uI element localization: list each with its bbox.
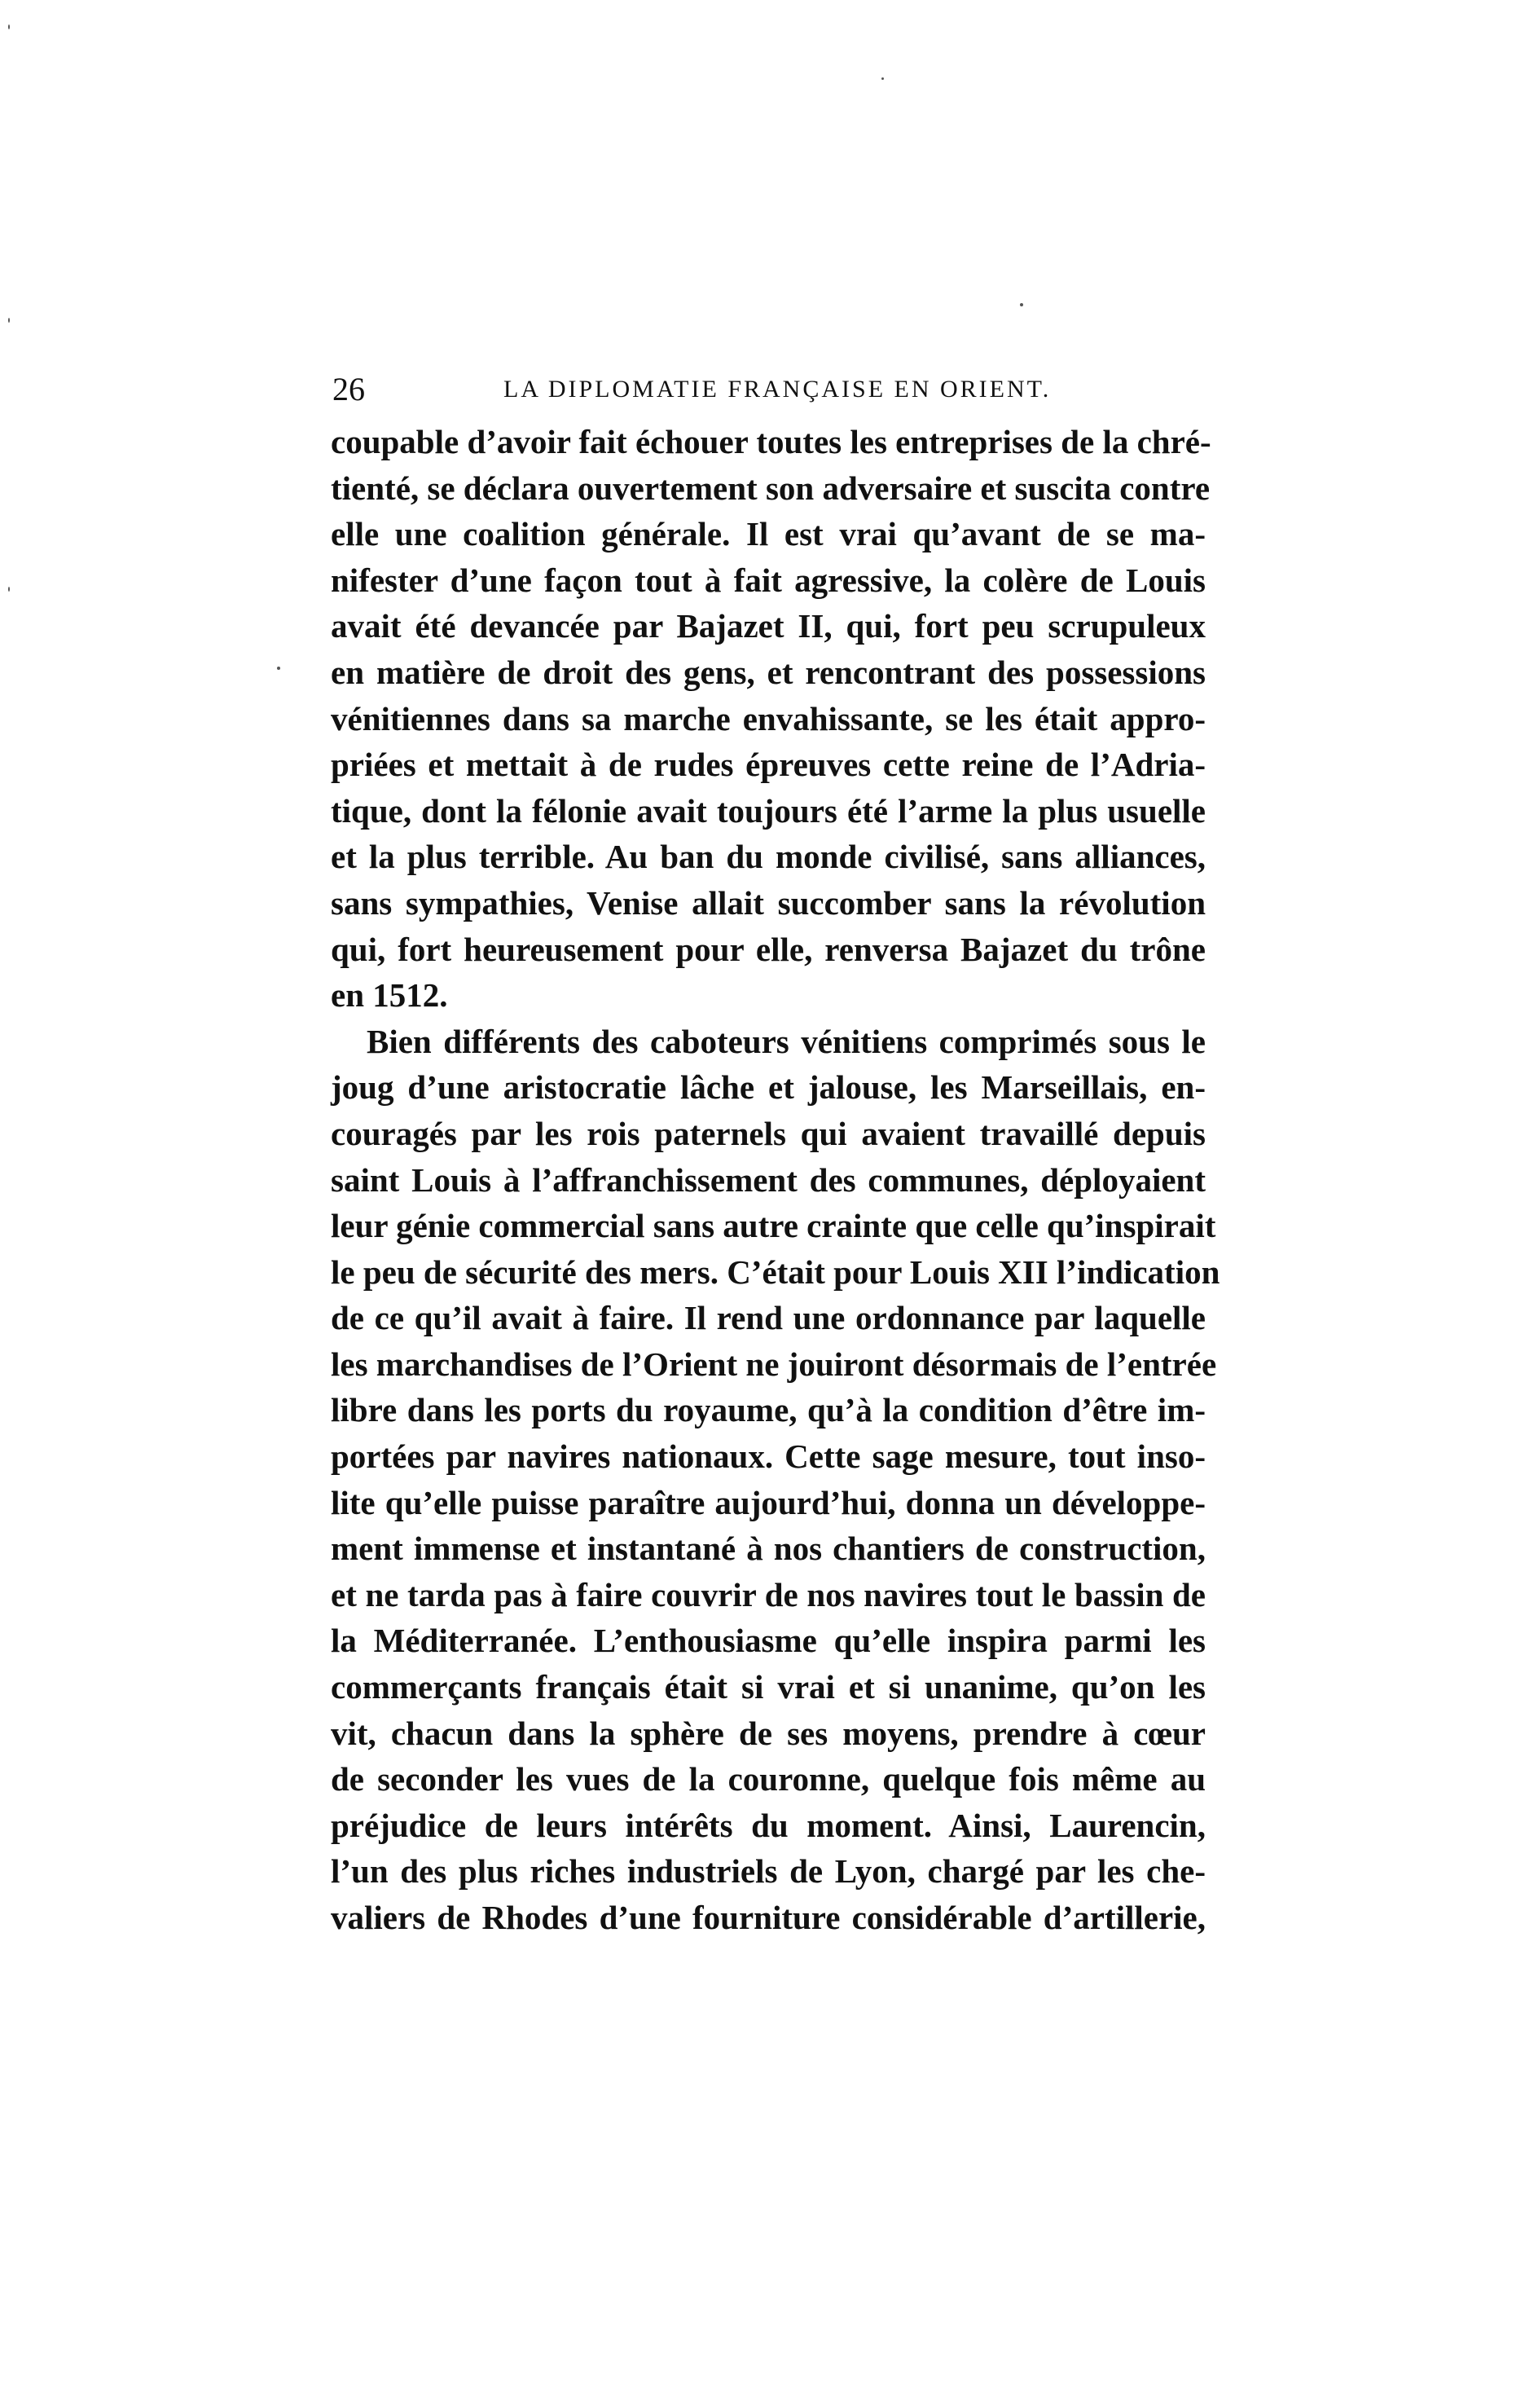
- text-line: lite qu’elle puisse paraître aujourd’hui, donna un développe-: [331, 1483, 1206, 1521]
- text-line: elle une coalition générale. Il est vrai qu’avant de se ma-: [331, 515, 1206, 553]
- text-line: le peu de sécurité des mers. C’était pour Louis XII l’indication: [331, 1252, 1220, 1291]
- text-line: ment immense et instantané à nos chantiers de construction,: [331, 1530, 1206, 1568]
- paper-speck: [8, 318, 10, 323]
- paper-speck: [8, 587, 10, 592]
- text-line: saint Louis à l’affranchissement des communes, déployaient: [331, 1160, 1206, 1199]
- text-line: joug d’une aristocratie lâche et jalouse, les Marseillais, en-: [331, 1068, 1206, 1107]
- running-head: [332, 368, 1206, 411]
- text-line: nifester d’une façon tout à fait agressive, la colère de Louis: [331, 561, 1206, 599]
- text-line: coupable d’avoir fait échouer toutes les entreprises de la chré-: [331, 423, 1211, 460]
- text-line: en matière de droit des gens, et rencontrant des possessions: [331, 653, 1206, 691]
- page-number: 26: [332, 371, 365, 407]
- body-text: [331, 419, 1220, 1941]
- paper-speck: [881, 77, 884, 80]
- paragraph-2: [331, 1019, 1220, 1941]
- text-line: sans sympathies, Venise allait succomber sans la révolution: [331, 883, 1206, 922]
- text-line: couragés par les rois paternels qui avaient travaillé depuis: [331, 1114, 1206, 1152]
- paper-speck: [277, 667, 280, 670]
- text-line: l’un des plus riches industriels de Lyon, chargé par les che-: [331, 1852, 1206, 1891]
- text-line: commerçants français était si vrai et si unanime, qu’on les: [331, 1668, 1206, 1706]
- paper-speck: [8, 24, 10, 29]
- text-line: leur génie commercial sans autre crainte que celle qu’inspirait: [331, 1207, 1216, 1245]
- text-line: tique, dont la félonie avait toujours été l’arme la plus usuelle: [331, 791, 1206, 830]
- text-line: libre dans les ports du royaume, qu’à la condition d’être im-: [331, 1391, 1206, 1429]
- text-line: de ce qu’il avait à faire. Il rend une ordonnance par laquelle: [331, 1299, 1206, 1337]
- text-line: vit, chacun dans la sphère de ses moyens, prendre à cœur: [331, 1714, 1206, 1752]
- text-line: en 1512.: [331, 976, 448, 1015]
- text-line: Bien différents des caboteurs vénitiens comprimés sous le: [367, 1022, 1206, 1060]
- text-line: et ne tarda pas à faire couvrir de nos navires tout le bassin de: [331, 1575, 1206, 1613]
- text-line: et la plus terrible. Au ban du monde civilisé, sans alliances,: [331, 838, 1206, 876]
- text-line: les marchandises de l’Orient ne jouiront désormais de l’entrée: [331, 1345, 1217, 1383]
- text-line: la Méditerranée. L’enthousiasme qu’elle inspira parmi les: [331, 1622, 1206, 1660]
- text-line: de seconder les vues de la couronne, quelque fois même au: [331, 1760, 1206, 1798]
- text-line: portées par navires nationaux. Cette sage mesure, tout inso-: [331, 1437, 1206, 1476]
- text-line: vénitiennes dans sa marche envahissante, se les était appro-: [331, 699, 1206, 737]
- running-title: LA DIPLOMATIE FRANÇAISE EN ORIENT.: [503, 376, 1052, 403]
- text-line: qui, fort heureusement pour elle, renversa Bajazet du trône: [331, 930, 1206, 968]
- text-line: tienté, se déclara ouvertement son adversaire et suscita contre: [331, 469, 1211, 507]
- text-line: valiers de Rhodes d’une fourniture considérable d’artillerie,: [331, 1899, 1206, 1936]
- text-line: avait été devancée par Bajazet II, qui, fort peu scrupuleux: [331, 607, 1206, 645]
- paper-speck: [1020, 303, 1023, 306]
- paragraph-1: [331, 419, 1211, 1019]
- text-line: préjudice de leurs intérêts du moment. Ainsi, Laurencin,: [331, 1806, 1206, 1844]
- text-line: priées et mettait à de rudes épreuves cette reine de l’Adria-: [331, 746, 1206, 784]
